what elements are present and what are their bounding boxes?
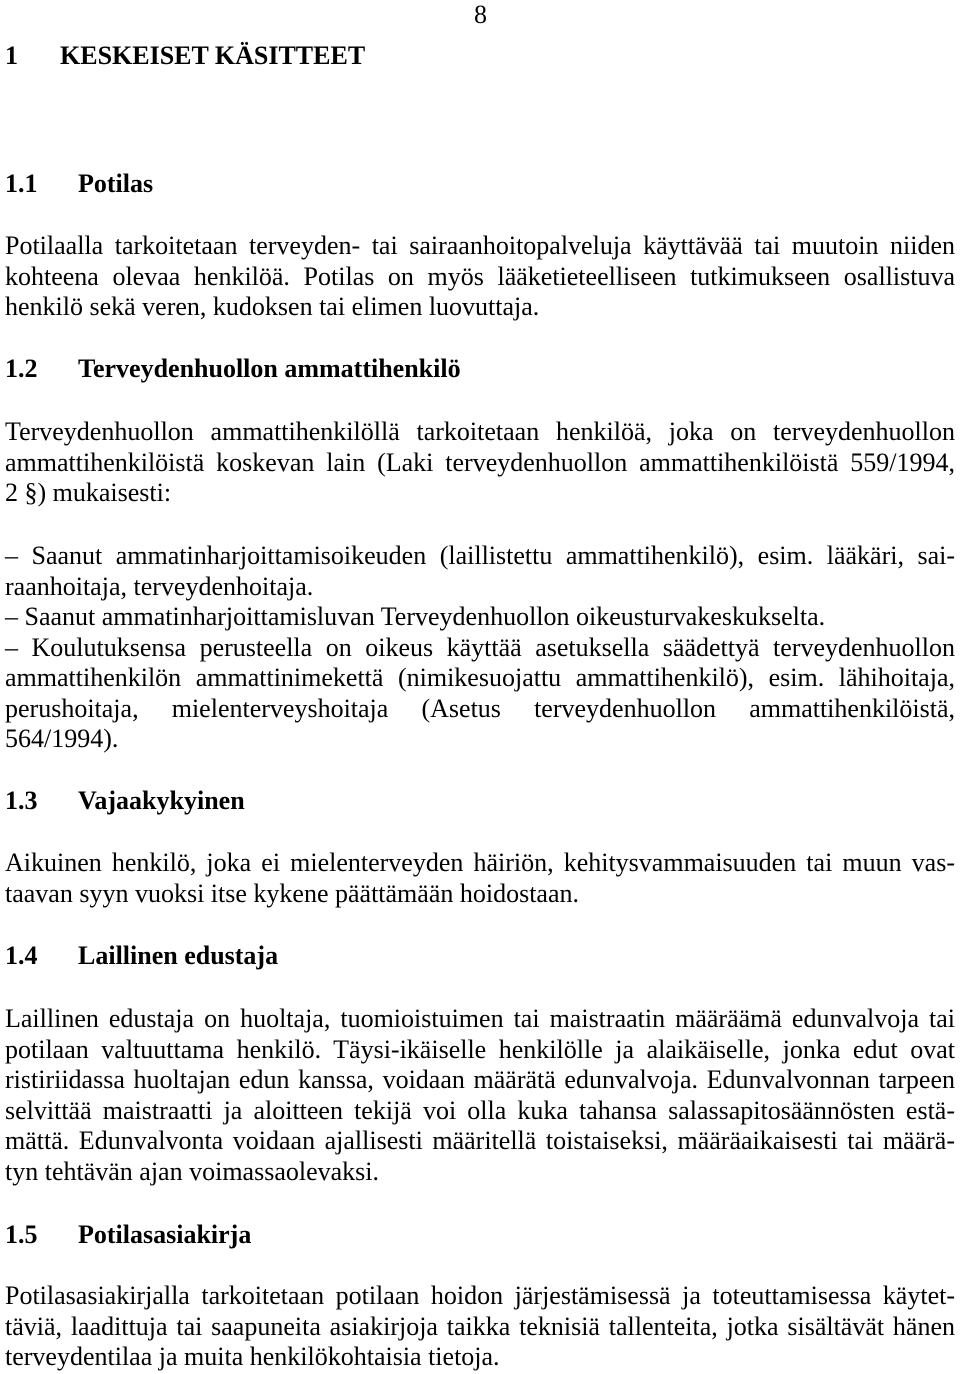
text-line: ammattihenkilön ammattinimekettä (nimikesuojattu ammattihenkilö), esim. lähihoitaja, (5, 663, 955, 692)
section-heading (5, 169, 955, 200)
section-heading (5, 786, 955, 817)
section-number: 1.4 (5, 941, 38, 970)
text-line: Laillinen edustaja on huoltaja, tuomioistuimen tai maistraatin määräämä edunvalvoja tai (5, 1004, 955, 1033)
text-line: taavan syyn vuoksi itse kykene päättämään hoidostaan. (5, 878, 580, 908)
text-line: raanhoitaja, terveydenhoitaja. (5, 571, 314, 601)
section-title: Vajaakykyinen (78, 786, 245, 815)
section-number: 1.3 (5, 786, 38, 815)
text-line: kohteena olevaa henkilöä. Potilas on myös lääketieteelliseen tutkimukseen osallistuva (5, 261, 955, 291)
text-line: – Saanut ammatinharjoittamisluvan Terveydenhuollon oikeusturvakeskukselta. (5, 602, 826, 631)
list-item (5, 633, 955, 755)
paragraph (5, 848, 955, 909)
text-line: Terveydenhuollon ammattihenkilöllä tarkoitetaan henkilöä, joka on terveydenhuollon (5, 417, 955, 446)
chapter-title: KESKEISET KÄSITTEET (60, 41, 366, 70)
paragraph (5, 231, 955, 323)
text-line: selvittää maistraatti ja aloitteen tekijä voi olla kuka tahansa salassapitosäännösten estä- (5, 1095, 955, 1125)
text-line: tyn tehtävän ajan voimassaolevaksi. (5, 1156, 380, 1186)
paragraph (5, 417, 955, 509)
text-line: potilaan valtuuttama henkilö. Täysi-ikäiselle henkilölle ja alaikäiselle, jonka edut ovat (5, 1034, 955, 1064)
section-title: Laillinen edustaja (78, 941, 279, 970)
dash-list (5, 541, 955, 755)
text-line: ammattihenkilöistä koskevan lain (Laki terveydenhuollon ammattihenkilöistä 559/1994, (5, 447, 955, 477)
text-line: – Koulutuksensa perusteella on oikeus käyttää asetuksella säädettyä terveydenhuollon (5, 632, 955, 662)
section-heading (5, 1220, 955, 1251)
section-number: 1.2 (5, 354, 38, 383)
section-heading (5, 354, 955, 385)
text-line: ristiriidassa huoltajan edun kanssa, voidaan määrätä edunvalvoja. Edunvalvonnan tarpeen (5, 1065, 955, 1094)
text-line: terveydentilaa ja muita henkilökohtaisia tietoja. (5, 1342, 500, 1371)
chapter-heading (5, 41, 955, 72)
list-item (5, 541, 955, 602)
list-item (5, 602, 955, 633)
section-title: Potilasasiakirja (78, 1220, 252, 1249)
text-line: henkilö sekä veren, kudoksen tai elimen luovuttaja. (5, 292, 540, 321)
section-number: 1.5 (5, 1220, 38, 1249)
paragraph (5, 1281, 955, 1373)
section-title: Potilas (78, 169, 154, 198)
section-number: 1.1 (5, 169, 38, 198)
text-line: 2 §) mukaisesti: (5, 478, 172, 507)
section-title: Terveydenhuollon ammattihenkilö (78, 354, 461, 383)
text-line: mättä. Edunvalvonta voidaan ajallisesti määritellä toistaiseksi, määräaikaisesti tai määrä- (5, 1126, 955, 1155)
text-line: 564/1994). (5, 724, 119, 753)
chapter-number: 1 (5, 41, 18, 70)
paragraph (5, 1004, 955, 1187)
text-line: – Saanut ammatinharjoittamisoikeuden (laillistettu ammattihenkilö), esim. lääkäri, sai- (5, 541, 955, 570)
text-line: täviä, laadittuja tai saapuneita asiakirjoja taikka teknisiä tallenteita, jotka sisältävät hänen (5, 1311, 955, 1341)
text-line: perushoitaja, mielenterveyshoitaja (Asetus terveydenhuollon ammattihenkilöistä, (5, 693, 955, 723)
text-line: Potilaalla tarkoitetaan terveyden- tai sairaanhoitopalveluja käyttävää tai muutoin niiden (5, 231, 955, 260)
text-line: Potilasasiakirjalla tarkoitetaan potilaan hoidon järjestämisessä ja toteuttamisessa käytet- (5, 1281, 955, 1310)
text-line: Aikuinen henkilö, joka ei mielenterveyden häiriön, kehitysvammaisuuden tai muun vas- (5, 848, 955, 877)
section-heading (5, 941, 955, 972)
page-number: 8 (474, 0, 487, 29)
